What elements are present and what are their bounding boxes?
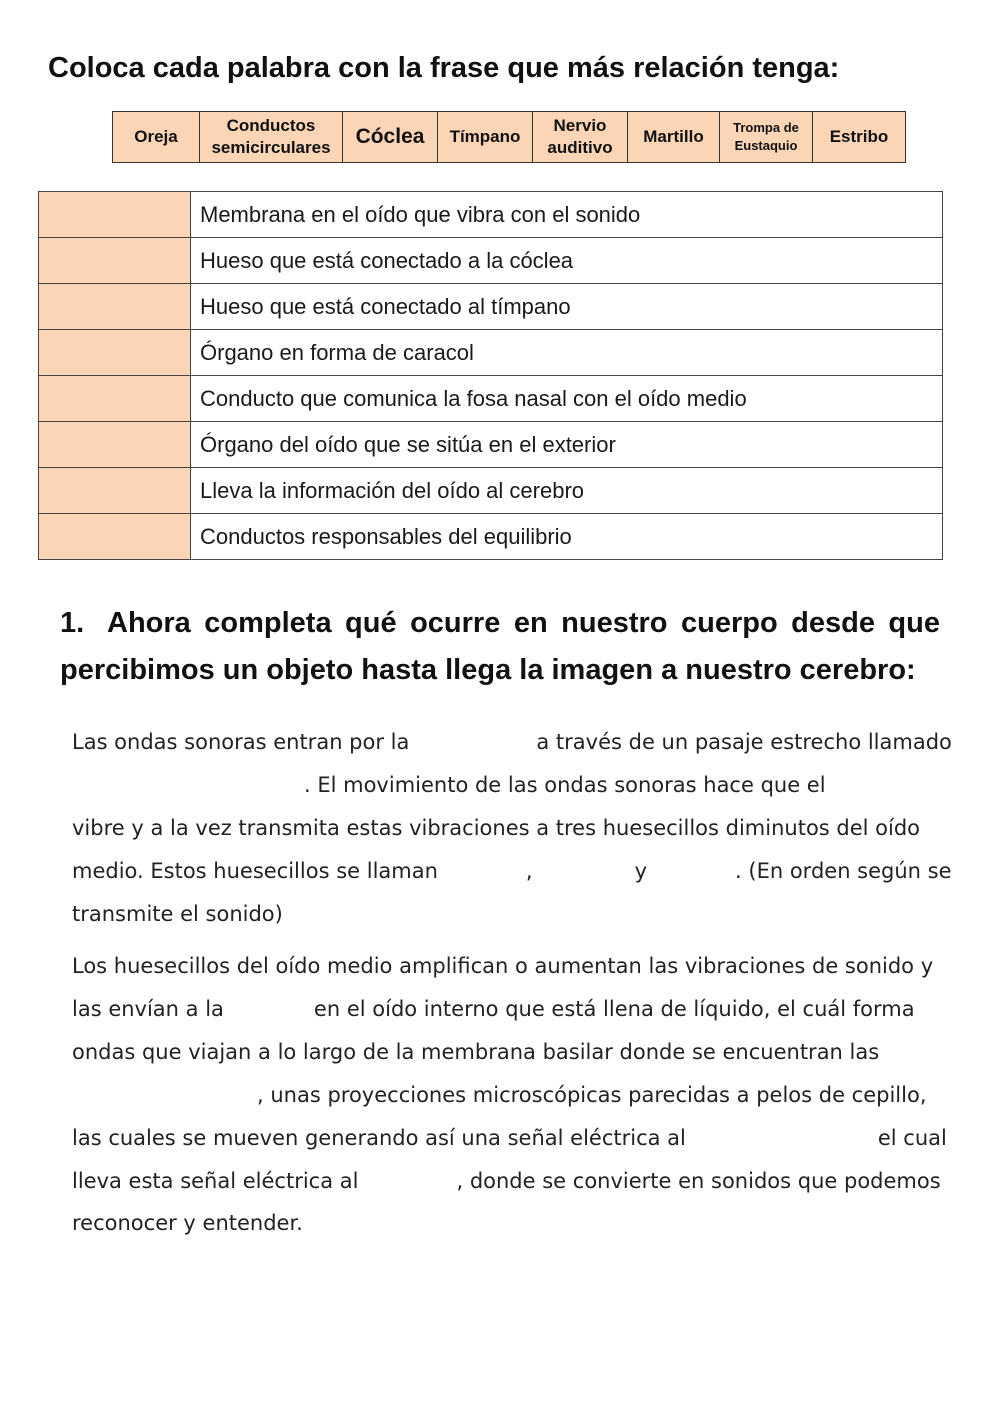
- word-bank-item[interactable]: [343, 112, 438, 163]
- word-label: Cóclea: [355, 125, 425, 148]
- definition-text: Hueso que está conectado al tímpano: [191, 284, 943, 330]
- word-bank-item[interactable]: [720, 112, 813, 163]
- definition-text: Lleva la información del oído al cerebro: [191, 468, 943, 514]
- word-label: Conductos: [226, 116, 316, 135]
- answer-drop-zone[interactable]: [39, 514, 191, 560]
- page-title: Coloca cada palabra con la frase que más relación tenga:: [48, 52, 840, 84]
- answer-drop-zone[interactable]: [39, 284, 191, 330]
- answer-drop-zone[interactable]: [39, 330, 191, 376]
- word-label: Trompa de: [733, 120, 799, 135]
- exercise-heading-text: Ahora completa qué ocurre en nuestro cuerpo desde que percibimos un objeto hasta llega la imagen a nuestro cerebro:: [60, 607, 940, 686]
- cloze-paragraph-2: [72, 945, 952, 1245]
- exercise-heading: [60, 600, 940, 694]
- cloze-text: . El movimiento de las ondas sonoras hace que el: [304, 772, 826, 797]
- word-bank-item[interactable]: [813, 112, 906, 163]
- cloze-text: , donde se convierte en sonidos que podemos reconocer y entender.: [72, 1168, 941, 1236]
- definition-text: Hueso que está conectado a la cóclea: [191, 238, 943, 284]
- table-row: [39, 284, 943, 330]
- word-label: Martillo: [643, 127, 704, 146]
- answer-drop-zone[interactable]: [39, 238, 191, 284]
- definition-text: Órgano del oído que se sitúa en el exterior: [191, 422, 943, 468]
- word-label: Tímpano: [449, 127, 521, 146]
- word-label: Nervio: [553, 116, 607, 135]
- word-label: semicirculares: [211, 138, 331, 157]
- word-bank-item[interactable]: [438, 112, 533, 163]
- definition-text: Conductos responsables del equilibrio: [191, 514, 943, 560]
- answer-drop-zone[interactable]: [39, 376, 191, 422]
- definition-text: Órgano en forma de caracol: [191, 330, 943, 376]
- answer-drop-zone[interactable]: [39, 192, 191, 238]
- cloze-text: ,: [525, 858, 533, 883]
- cloze-text: y: [634, 858, 648, 883]
- word-bank-item[interactable]: [200, 112, 343, 163]
- table-row: [39, 514, 943, 560]
- cloze-text: el cual lleva esta señal eléctrica al: [72, 1125, 947, 1193]
- word-label: Oreja: [134, 127, 178, 146]
- word-bank: [112, 111, 906, 163]
- cloze-text: vibre y a la vez transmita estas vibraciones a tres huesecillos diminutos del oído medio. Estos huesecillos se llaman: [72, 815, 921, 883]
- cloze-text: Las ondas sonoras entran por la: [72, 730, 410, 754]
- table-row: [39, 330, 943, 376]
- table-row: [39, 422, 943, 468]
- matching-table: [38, 191, 943, 560]
- definition-text: Membrana en el oído que vibra con el sonido: [191, 192, 943, 238]
- table-row: [39, 238, 943, 284]
- cloze-text: a través de un pasaje estrecho llamado: [536, 730, 952, 754]
- table-row: [39, 192, 943, 238]
- answer-drop-zone[interactable]: [39, 422, 191, 468]
- cloze-text: en el oído interno que está llena de líquido, el cuál forma ondas que viajan a lo largo de la membrana basilar donde se encuentran las: [72, 996, 915, 1064]
- cloze-text: , unas proyecciones microscópicas parecidas a pelos de cepillo, las cuales se mueven generando así una señal eléctrica al: [72, 1082, 927, 1150]
- table-row: [39, 468, 943, 514]
- word-bank-item[interactable]: [533, 112, 628, 163]
- cloze-text: . (En orden según se transmite el sonido): [72, 858, 952, 926]
- word-label: Estribo: [829, 127, 889, 146]
- cloze-text: Los huesecillos del oído medio amplifican o aumentan las vibraciones de sonido y las envían a la: [72, 954, 934, 1021]
- word-bank-item[interactable]: [628, 112, 720, 163]
- definition-text: Conducto que comunica la fosa nasal con el oído medio: [191, 376, 943, 422]
- table-row: [39, 376, 943, 422]
- word-bank-item[interactable]: [113, 112, 200, 163]
- word-label: auditivo: [547, 138, 613, 157]
- answer-drop-zone[interactable]: [39, 468, 191, 514]
- word-label: Eustaquio: [734, 138, 798, 153]
- cloze-paragraph-1: [72, 721, 952, 936]
- exercise-number: 1.: [60, 607, 85, 639]
